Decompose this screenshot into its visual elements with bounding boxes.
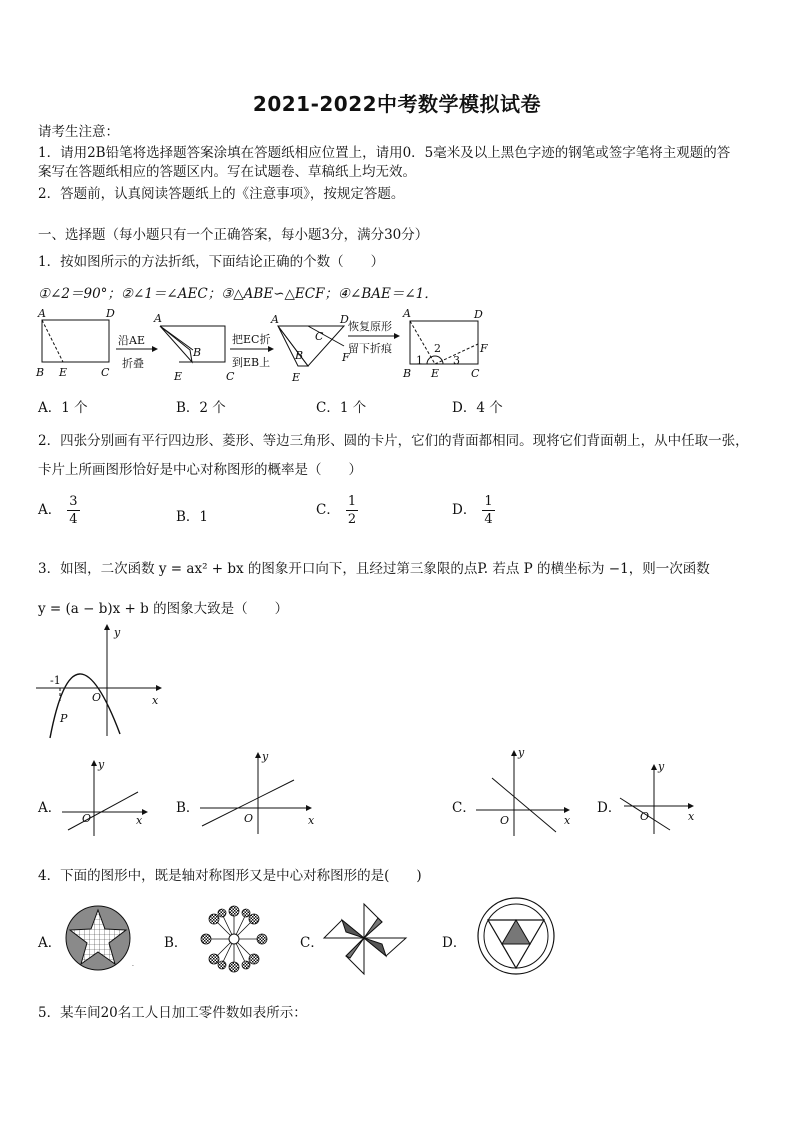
notice-heading: 请考生注意：: [38, 124, 119, 140]
q2-option-a-fraction: $\frac{3}{4}$: [69, 494, 78, 527]
q2-option-d-fraction: $\frac{1}{4}$: [484, 494, 493, 527]
notice-item-2: 2．答题前，认真阅读答题纸上的《注意事项》，按规定答题。: [38, 186, 405, 202]
q3-axis-y: y: [114, 626, 121, 639]
q1-label-e1: E: [59, 366, 68, 379]
q3-parabola-graph: [36, 622, 166, 740]
notice-item-1-line-1: 1．请用2B铅笔将选择题答案涂填在答题纸相应位置上，请用0．5毫米及以上黑色字迹的钢笔或签字笔将主观题的答: [38, 145, 731, 161]
q2-option-a-label: A．: [38, 502, 62, 518]
q3-c-origin: O: [500, 814, 510, 827]
q1-label-3: 3: [453, 354, 460, 367]
q1-arrow1-top: 沿AE: [118, 334, 145, 347]
q3-d-origin: O: [640, 810, 650, 823]
section-heading: 一、选择题（每小题只有一个正确答案，每小题3分，满分30分）: [38, 227, 429, 243]
q1-label-f4: F: [480, 342, 488, 355]
q3-option-b-graph: [200, 750, 320, 840]
q3-axis-x: x: [152, 694, 159, 707]
q3-b-origin: O: [244, 812, 254, 825]
q3-option-b[interactable]: B．: [176, 800, 200, 816]
q3-b-axis-x: x: [308, 814, 315, 827]
q3-stem-line-1: 3．如图，二次函数 y = ax² + bx 的图象开口向下，且经过第三象限的点P. 若点 P 的横坐标为 −1，则一次函数: [38, 561, 710, 577]
q4-option-b-flower-figure: [198, 904, 270, 974]
q1-label-c2: C: [226, 370, 235, 383]
q1-arrow2-bottom: 到EB上: [232, 356, 271, 369]
q1-label-a3: A: [271, 313, 279, 326]
q1-label-f3: F: [342, 351, 350, 364]
q2-option-d[interactable]: [452, 493, 495, 528]
q2-option-b[interactable]: B．1: [176, 509, 209, 525]
q1-arrow2-top: 把EC折: [232, 333, 271, 346]
q2-option-a[interactable]: [38, 493, 80, 528]
q4-option-a[interactable]: A．: [38, 935, 62, 951]
q1-label-c4: C: [471, 367, 480, 380]
q4-option-d-triangle-circle-figure: [476, 896, 556, 978]
q1-option-d[interactable]: D．4 个: [452, 400, 503, 416]
notice-item-1-line-2: 案写在答题纸相应的答题区内。写在试题卷、草稿纸上均无效。: [38, 164, 416, 180]
q1-folding-diagram: [30, 306, 500, 386]
q2-option-c[interactable]: [316, 493, 358, 528]
q1-label-d4: D: [474, 308, 483, 321]
q4-option-a-star-figure: [64, 904, 138, 974]
q1-arrow1-bottom: 折叠: [122, 357, 144, 370]
q4-option-c[interactable]: C．: [300, 935, 324, 951]
q1-conclusions: ①∠2＝90°；②∠1＝∠AEC；③△ABE∽△ECF；④∠BAE＝∠1．: [38, 286, 438, 302]
q1-label-c1: C: [101, 366, 110, 379]
page-title: 2021-2022中考数学模拟试卷: [252, 92, 542, 116]
q3-option-c[interactable]: C．: [452, 800, 476, 816]
q1-label-b4: B: [403, 367, 412, 380]
q3-option-c-graph: [476, 748, 576, 838]
q1-label-a2: A: [154, 312, 162, 325]
q1-label-b1: B: [36, 366, 45, 379]
q5-stem: 5．某车间20名工人日加工零件数如表所示：: [38, 1005, 307, 1021]
q3-d-axis-y: y: [658, 760, 665, 773]
q4-option-d[interactable]: D．: [442, 935, 467, 951]
q1-label-e4: E: [431, 367, 440, 380]
q1-label-b2: B: [193, 346, 202, 359]
q1-option-b[interactable]: B．2 个: [176, 400, 226, 416]
q1-label-2: 2: [434, 342, 441, 355]
q4-option-c-pinwheel-figure: [320, 900, 412, 980]
q2-stem-line-1: 2．四张分别画有平行四边形、菱形、等边三角形、圆的卡片，它们的背面都相同。现将它们背面朝上，从中任取一张，: [38, 433, 749, 449]
q1-arrow3-top: 恢复原形: [348, 320, 392, 333]
q3-d-axis-x: x: [688, 810, 695, 823]
q1-arrow3-bottom: 留下折痕: [348, 342, 392, 355]
q3-stem-line-2: y = (a − b)x + b 的图象大致是（ ）: [38, 601, 289, 617]
q1-label-b3: B: [295, 349, 304, 362]
q3-origin: O: [92, 691, 102, 704]
q1-label-a1: A: [38, 307, 46, 320]
q3-point-p: P: [60, 712, 68, 725]
q2-stem-line-2: 卡片上所画图形恰好是中心对称图形的概率是（ ）: [38, 462, 362, 478]
q3-neg-one: -1: [50, 674, 61, 687]
q3-option-a[interactable]: A．: [38, 800, 62, 816]
q1-label-d3: D: [340, 313, 349, 326]
q4-option-b[interactable]: B．: [164, 935, 188, 951]
q1-option-a[interactable]: A．1 个: [38, 400, 88, 416]
q1-label-e2: E: [174, 370, 183, 383]
q1-stem: 1．按如图所示的方法折纸，下面结论正确的个数（ ）: [38, 254, 385, 270]
q1-label-a4: A: [403, 307, 411, 320]
q3-a-axis-y: y: [98, 758, 105, 771]
q3-option-d[interactable]: D．: [597, 800, 622, 816]
q4-stem: 4．下面的图形中，既是轴对称图形又是中心对称图形的是( ): [38, 868, 422, 884]
q1-label-1: 1: [416, 354, 423, 367]
q1-label-d1: D: [106, 307, 115, 320]
q2-option-c-label: C．: [316, 502, 340, 518]
q2-option-c-fraction: $\frac{1}{2}$: [347, 494, 357, 527]
q3-option-d-graph: [620, 760, 700, 838]
q3-c-axis-x: x: [564, 814, 571, 827]
q3-a-axis-x: x: [136, 814, 143, 827]
q3-c-axis-y: y: [518, 746, 525, 759]
q3-b-axis-y: y: [262, 750, 269, 763]
svg-text:·: ·: [132, 963, 134, 970]
q1-label-c3: C: [315, 330, 324, 343]
q1-label-e3: E: [292, 371, 301, 384]
q3-option-a-graph: [62, 760, 152, 840]
q1-option-c[interactable]: C．1 个: [316, 400, 367, 416]
q3-a-origin: O: [82, 812, 92, 825]
q2-option-d-label: D．: [452, 502, 477, 518]
